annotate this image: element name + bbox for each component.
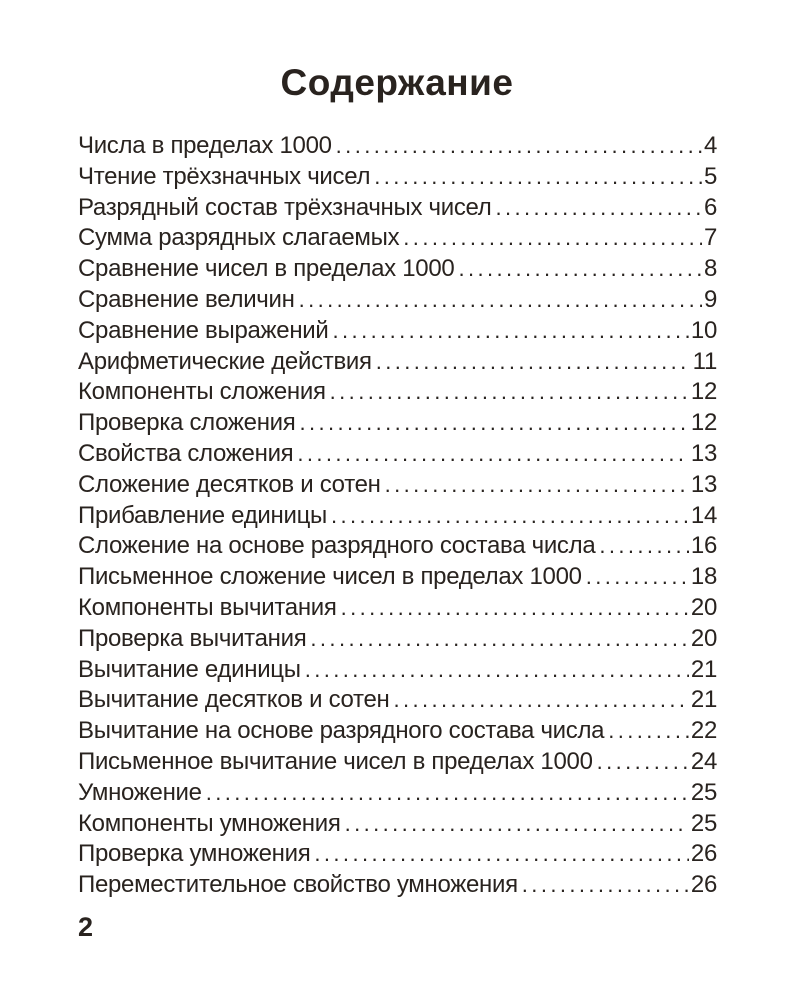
- dotted-leader: [314, 839, 689, 870]
- toc-entry-page: 13: [690, 439, 717, 467]
- toc-row: [78, 162, 717, 193]
- toc-entry-label: Прибавление единицы: [78, 501, 327, 529]
- toc-row: [78, 562, 717, 593]
- toc-entry-label: Проверка сложения: [78, 409, 296, 437]
- toc-entry-page: 13: [690, 470, 717, 498]
- toc-row: [78, 470, 717, 501]
- dotted-leader: [310, 624, 688, 655]
- dotted-leader: [522, 870, 689, 901]
- dotted-leader: [608, 716, 689, 747]
- dotted-leader: [341, 593, 689, 624]
- toc-entry-label: Сравнение чисел в пределах 1000: [78, 255, 455, 283]
- toc-row: [78, 285, 717, 316]
- toc-row: [78, 685, 717, 716]
- toc-row: [78, 531, 717, 562]
- dotted-leader: [374, 162, 702, 193]
- dotted-leader: [458, 254, 702, 285]
- dotted-leader: [597, 747, 689, 778]
- toc-entry-page: 26: [690, 871, 717, 899]
- dotted-leader: [297, 439, 689, 470]
- toc-row: [78, 131, 717, 162]
- toc-entry-label: Числа в пределах 1000: [78, 132, 332, 159]
- toc-row: [78, 377, 717, 408]
- dotted-leader: [496, 193, 702, 224]
- toc-entry-label: Разрядный состав трёхзначных чисел: [78, 193, 492, 221]
- toc-row: [78, 593, 717, 624]
- toc-entry-label: Проверка умножения: [78, 840, 311, 868]
- dotted-leader: [336, 131, 702, 162]
- dotted-leader: [331, 501, 689, 532]
- toc-row: [78, 809, 717, 840]
- dotted-leader: [599, 531, 689, 562]
- toc-row: [78, 716, 717, 747]
- toc-list: [78, 131, 717, 901]
- toc-entry-label: Сравнение выражений: [78, 316, 329, 344]
- toc-entry-page: 24: [690, 747, 717, 775]
- toc-entry-page: 6: [703, 193, 717, 221]
- toc-row: [78, 501, 717, 532]
- toc-entry-page: 5: [703, 162, 717, 190]
- dotted-leader: [206, 778, 689, 809]
- toc-entry-label: Сумма разрядных слагаемых: [78, 224, 400, 252]
- toc-row: [78, 624, 717, 655]
- dotted-leader: [299, 285, 702, 316]
- toc-row: [78, 316, 717, 347]
- toc-entry-label: Чтение трёхзначных чисел: [78, 162, 371, 190]
- toc-row: [78, 439, 717, 470]
- toc-entry-label: Вычитание единицы: [78, 655, 301, 683]
- toc-entry-label: Проверка вычитания: [78, 624, 307, 652]
- toc-entry-page: 8: [703, 255, 717, 283]
- toc-entry-page: 16: [690, 532, 717, 560]
- toc-entry-label: Сложение десятков и сотен: [78, 470, 381, 498]
- toc-row: [78, 408, 717, 439]
- toc-row: [78, 655, 717, 686]
- dotted-leader: [586, 562, 689, 593]
- toc-entry-label: Умножение: [78, 778, 202, 806]
- toc-row: [78, 747, 717, 778]
- toc-entry-label: Письменное сложение чисел в пределах 1000: [78, 563, 582, 591]
- toc-entry-page: 10: [690, 316, 717, 344]
- toc-entry-page: 25: [690, 778, 717, 806]
- dotted-leader: [393, 685, 688, 716]
- toc-row: [78, 193, 717, 224]
- toc-entry-page: 4: [703, 132, 717, 159]
- toc-entry-page: 21: [690, 655, 717, 683]
- dotted-leader: [305, 655, 689, 686]
- dotted-leader: [299, 408, 688, 439]
- toc-entry-page: 14: [690, 501, 717, 529]
- footer-page-number: 2: [78, 912, 94, 942]
- toc-entry-label: Письменное вычитание чисел в пределах 1000: [78, 747, 593, 775]
- dotted-leader: [333, 316, 689, 347]
- toc-entry-label: Компоненты сложения: [78, 378, 326, 406]
- toc-row: [78, 778, 717, 809]
- toc-entry-label: Арифметические действия: [78, 347, 372, 375]
- contents-title: Содержание: [280, 62, 514, 103]
- toc-entry-label: Переместительное свойство умножения: [78, 871, 518, 899]
- toc-entry-page: 7: [703, 224, 717, 252]
- toc-entry-page: 18: [690, 563, 717, 591]
- dotted-leader: [345, 809, 689, 840]
- toc-entry-page: 20: [690, 593, 717, 621]
- toc-entry-page: 22: [690, 717, 717, 745]
- toc-entry-label: Вычитание десятков и сотен: [78, 686, 390, 714]
- dotted-leader: [385, 470, 689, 501]
- toc-entry-page: 26: [690, 840, 717, 868]
- toc-row: [78, 839, 717, 870]
- toc-entry-page: 25: [690, 809, 717, 837]
- toc-entry-page: 12: [690, 409, 717, 437]
- dotted-leader: [403, 223, 702, 254]
- dotted-leader: [330, 377, 689, 408]
- toc-row: [78, 254, 717, 285]
- toc-entry-label: Сравнение величин: [78, 285, 295, 313]
- toc-entry-page: 20: [690, 624, 717, 652]
- toc-entry-label: Свойства сложения: [78, 439, 294, 467]
- toc-row: [78, 223, 717, 254]
- toc-entry-label: Сложение на основе разрядного состава числа: [78, 532, 596, 560]
- toc-entry-page: 11: [692, 347, 717, 375]
- toc-entry-label: Компоненты умножения: [78, 809, 341, 837]
- dotted-leader: [376, 347, 691, 378]
- toc-row: [78, 347, 717, 378]
- toc-entry-page: 12: [690, 378, 717, 406]
- toc-entry-label: Вычитание на основе разрядного состава числа: [78, 717, 605, 745]
- toc-row: [78, 870, 717, 901]
- toc-entry-page: 9: [703, 285, 717, 313]
- toc-entry-page: 21: [690, 686, 717, 714]
- toc-entry-label: Компоненты вычитания: [78, 593, 337, 621]
